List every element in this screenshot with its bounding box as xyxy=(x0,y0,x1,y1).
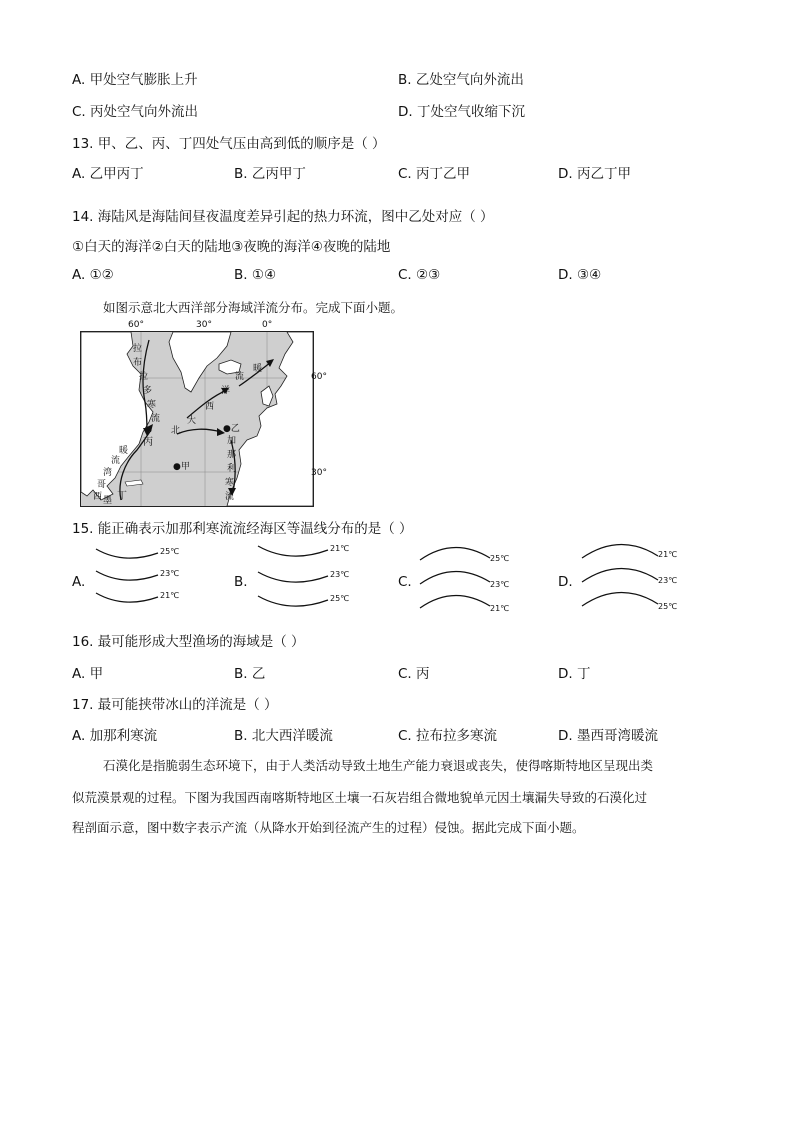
q14-option-b: B. ①④ xyxy=(234,267,277,283)
north-atlantic-drift-arrow-3 xyxy=(177,429,221,434)
karst-intro-line-1: 石漠化是指脆弱生态环境下，由于人类活动导致土地生产能力衰退或丧失，使得喀斯特地区呈现出类 xyxy=(103,758,654,773)
q16-option-a: A. 甲 xyxy=(72,666,104,682)
canary-label-2: 那 xyxy=(227,450,237,460)
q15-a-label-3: 21℃ xyxy=(160,591,180,600)
q14-statements: ①白天的海洋②白天的陆地③夜晚的海洋④夜晚的陆地 xyxy=(72,239,391,255)
map-graphic xyxy=(81,332,313,506)
q12-option-a: A. 甲处空气膨胀上升 xyxy=(72,72,198,88)
north-atlantic-current-map xyxy=(80,331,314,507)
q15-option-b-letter: B. xyxy=(234,574,248,590)
q15-a-label-1: 25℃ xyxy=(160,547,180,556)
q16-stem: 16. 最可能形成大型渔场的海域是（ ） xyxy=(72,634,305,650)
lon-60w-label: 60° xyxy=(128,320,144,330)
q17-option-d: D. 墨西哥湾暖流 xyxy=(558,728,658,744)
q15-option-d-letter: D. xyxy=(558,574,573,590)
q17-option-b: B. 北大西洋暖流 xyxy=(234,728,333,744)
q15-option-a-letter: A. xyxy=(72,574,86,590)
labrador-label-3: 拉 xyxy=(139,372,149,382)
north-america-land xyxy=(81,332,153,500)
q15-c-label-3: 21℃ xyxy=(490,604,510,613)
lon-30w-label: 30° xyxy=(196,320,212,330)
gulf-label-6: 墨 xyxy=(103,496,113,506)
q15-option-a-isotherms xyxy=(94,545,184,611)
labrador-label-6: 流 xyxy=(151,414,161,424)
canary-label-1: 加 xyxy=(227,436,237,446)
q15-option-d-isotherms xyxy=(580,538,680,616)
labrador-label-2: 布 xyxy=(133,358,143,368)
north-atlantic-label-3: 洋 xyxy=(221,386,231,396)
q15-d-label-2: 23℃ xyxy=(658,576,678,585)
q15-c-label-2: 23℃ xyxy=(490,580,510,589)
north-atlantic-label-6: 北 xyxy=(171,426,181,436)
gulf-label-5: 西 xyxy=(93,492,103,502)
q13-option-d: D. 丙乙丁甲 xyxy=(558,166,631,182)
q15-b-label-1: 21℃ xyxy=(330,544,350,553)
q16-option-c: C. 丙 xyxy=(398,666,430,682)
point-bing-label: 丙 xyxy=(143,437,153,448)
q15-option-c-letter: C. xyxy=(398,574,412,590)
labrador-label-4: 多 xyxy=(143,386,153,396)
point-jia-label: ●甲 xyxy=(173,462,190,472)
gulf-label-4: 哥 xyxy=(97,480,107,490)
labrador-label-1: 拉 xyxy=(133,344,143,354)
q17-stem: 17. 最可能挟带冰山的洋流是（ ） xyxy=(72,697,278,713)
karst-intro-line-3: 程剖面示意，图中数字表示产流（从降水开始到径流产生的过程）侵蚀。据此完成下面小题。 xyxy=(72,820,585,835)
q15-b-label-3: 25℃ xyxy=(330,594,350,603)
q15-b-label-2: 23℃ xyxy=(330,570,350,579)
q15-a-label-2: 23℃ xyxy=(160,569,180,578)
q15-option-b-isotherms xyxy=(256,542,356,614)
lat-30n-label: 30° xyxy=(311,468,327,478)
greenland-land xyxy=(169,332,231,392)
gulf-label-3: 湾 xyxy=(103,468,113,478)
q13-stem: 13. 甲、乙、丙、丁四处气压由高到低的顺序是（ ） xyxy=(72,136,386,152)
north-atlantic-label-4: 西 xyxy=(205,402,215,412)
q15-option-c-isotherms xyxy=(418,542,518,616)
q13-option-c: C. 丙丁乙甲 xyxy=(398,166,471,182)
caribbean-islands xyxy=(125,480,143,486)
q17-option-c: C. 拉布拉多寒流 xyxy=(398,728,498,744)
point-yi-label: ●乙 xyxy=(223,424,240,434)
north-atlantic-label-5: 大 xyxy=(187,416,197,426)
north-atlantic-label-1: 暖 xyxy=(253,364,263,374)
lon-0-label: 0° xyxy=(262,320,273,330)
q15-c-label-1: 25℃ xyxy=(490,554,510,563)
lat-60n-label: 60° xyxy=(311,372,327,382)
british-isles-land xyxy=(261,386,273,406)
canary-label-5: 流 xyxy=(225,492,235,502)
canary-label-3: 利 xyxy=(227,464,237,474)
q14-option-a: A. ①② xyxy=(72,267,114,283)
q15-d-label-1: 21℃ xyxy=(658,550,678,559)
q15-stem: 15. 能正确表示加那利寒流流经海区等温线分布的是（ ） xyxy=(72,521,413,537)
q12-option-c: C. 丙处空气向外流出 xyxy=(72,104,199,120)
q14-stem: 14. 海陆风是海陆间昼夜温度差异引起的热力环流，图中乙处对应（ ） xyxy=(72,209,494,225)
q14-option-c: C. ②③ xyxy=(398,267,441,283)
q12-option-d: D. 丁处空气收缩下沉 xyxy=(398,104,525,120)
europe-africa-land xyxy=(227,332,313,506)
q16-option-b: B. 乙 xyxy=(234,666,266,682)
q15-d-label-3: 25℃ xyxy=(658,602,678,611)
canary-label-4: 寒 xyxy=(225,478,235,488)
gulf-label-1: 暖 xyxy=(119,446,129,456)
q16-option-d: D. 丁 xyxy=(558,666,591,682)
gulf-label-2: 流 xyxy=(111,456,121,466)
q17-option-a: A. 加那利寒流 xyxy=(72,728,158,744)
q13-option-a: A. 乙甲丙丁 xyxy=(72,166,144,182)
q12-option-b: B. 乙处空气向外流出 xyxy=(398,72,524,88)
point-ding-label: 丁 xyxy=(117,491,127,502)
q14-option-d: D. ③④ xyxy=(558,267,602,283)
q13-option-b: B. 乙丙甲丁 xyxy=(234,166,306,182)
karst-intro-line-2: 似荒漠景观的过程。下图为我国西南喀斯特地区土壤一石灰岩组合微地貌单元因土壤漏失导致的石漠化过 xyxy=(72,790,648,805)
labrador-label-5: 寒 xyxy=(147,400,157,410)
map-intro: 如图示意北大西洋部分海域洋流分布。完成下面小题。 xyxy=(103,300,404,315)
north-atlantic-label-2: 流 xyxy=(235,372,245,382)
